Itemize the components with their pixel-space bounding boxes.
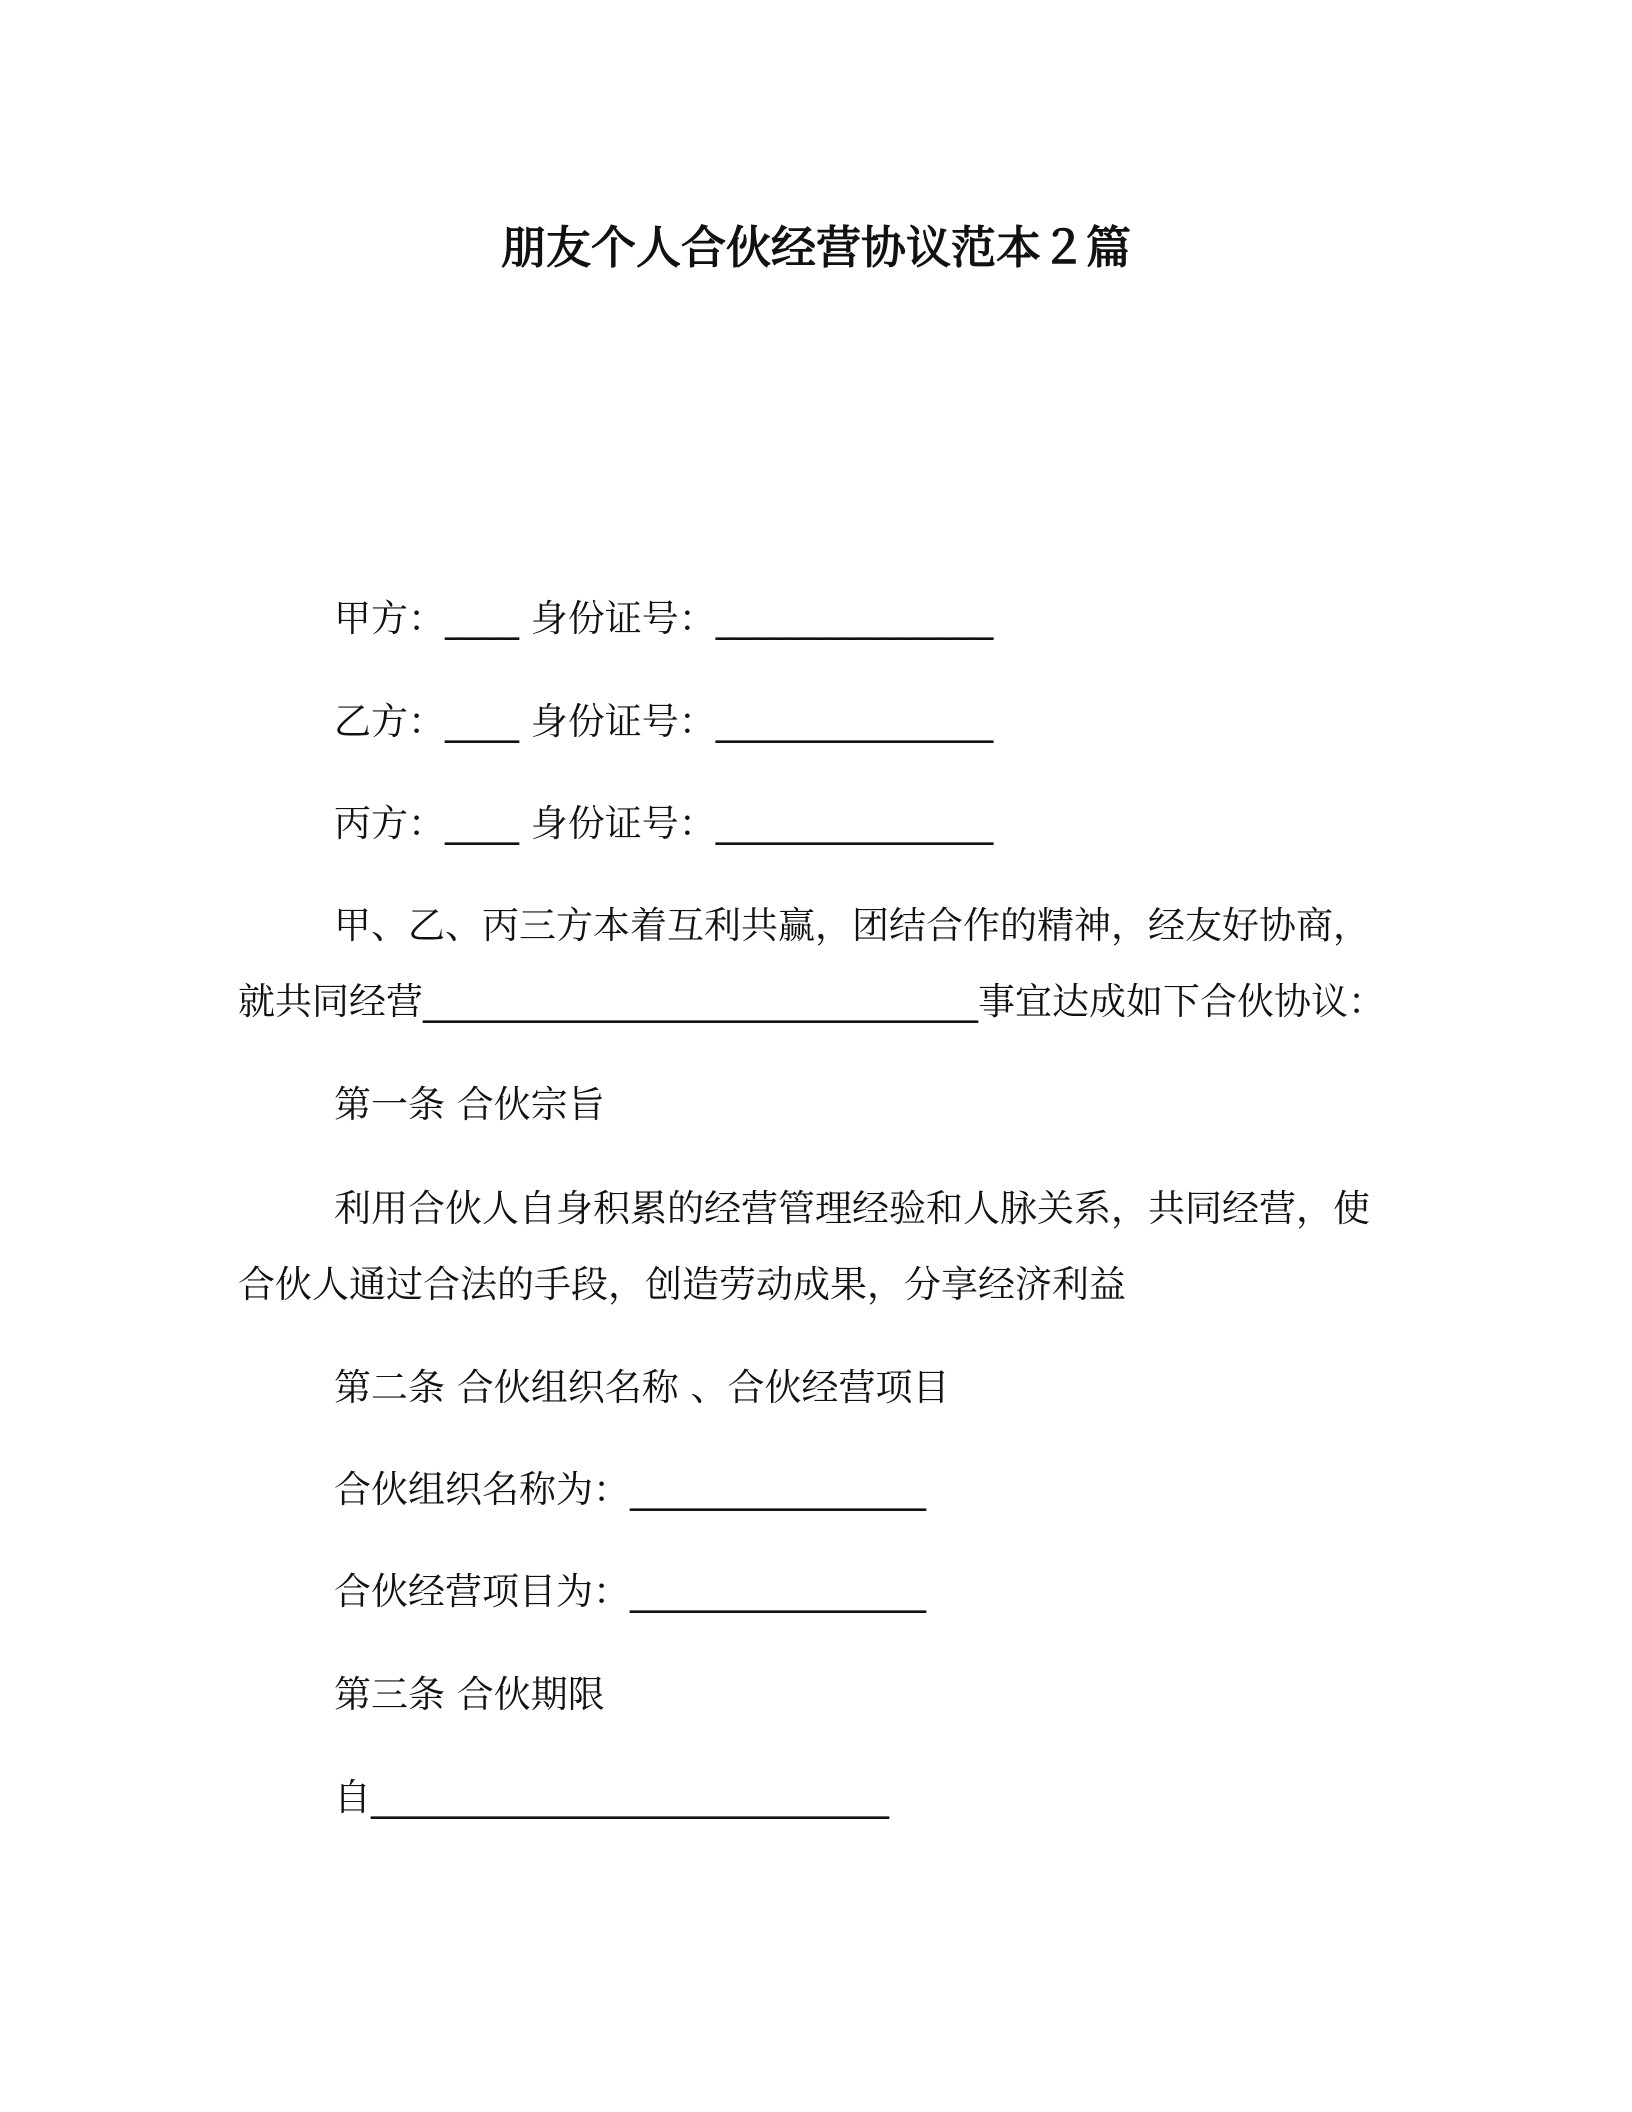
party-c-line: 丙方：____ 身份证号：_______________ [334, 802, 994, 845]
article-3-heading: 第三条 合伙期限 [334, 1673, 605, 1716]
intro-paragraph-line-1: 甲、乙、丙三方本着互利共赢，团结合作的精神，经友好协商， [334, 904, 1370, 947]
party-a-line: 甲方：____ 身份证号：_______________ [334, 597, 994, 640]
partnership-project-line: 合伙经营项目为：________________ [334, 1570, 926, 1613]
intro-paragraph-line-2: 就共同经营______________________________事宜达成如下合伙协议： [238, 980, 1385, 1023]
article-1-body-line-2: 合伙人通过合法的手段，创造劳动成果，分享经济利益 [238, 1263, 1126, 1306]
article-1-heading: 第一条 合伙宗旨 [334, 1083, 605, 1126]
partnership-name-line: 合伙组织名称为：________________ [334, 1468, 926, 1511]
article-2-heading: 第二条 合伙组织名称 、合伙经营项目 [334, 1366, 950, 1409]
document-title: 朋友个人合伙经营协议范本２篇 [500, 221, 1131, 274]
article-1-body-line-1: 利用合伙人自身积累的经营管理经验和人脉关系，共同经营，使 [334, 1187, 1370, 1230]
party-b-line: 乙方：____ 身份证号：_______________ [334, 700, 994, 743]
term-start-line: 自____________________________ [334, 1776, 889, 1819]
